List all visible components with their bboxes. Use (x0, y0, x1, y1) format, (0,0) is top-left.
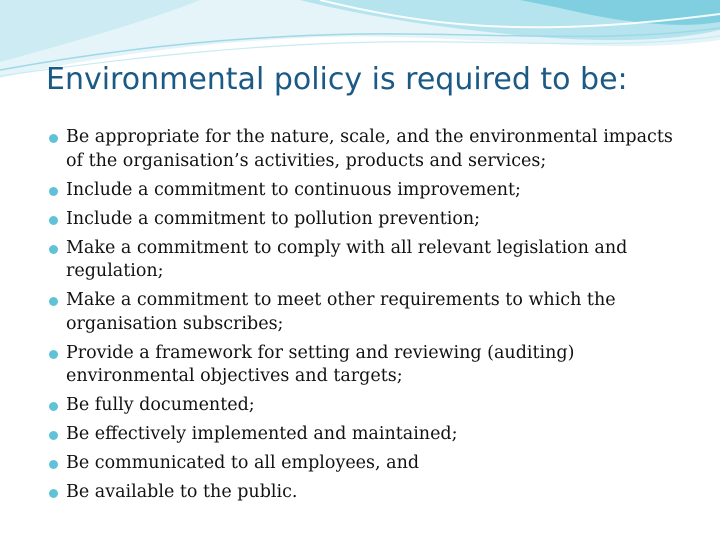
list-item (48, 237, 688, 284)
list-item (48, 394, 688, 418)
bullet-text: Make a commitment to comply with all relevant legislation and regulation; (66, 237, 628, 281)
list-item (48, 481, 688, 505)
bullet-text: Be fully documented; (66, 395, 255, 415)
bullet-dot-icon (49, 431, 58, 440)
bullet-text: Be appropriate for the nature, scale, and the environmental impacts of the organisation’s activities, products and services; (66, 127, 673, 171)
bullet-dot-icon (49, 187, 58, 196)
slide-title: Environmental policy is required to be: (46, 62, 628, 97)
bullet-text: Include a commitment to continuous improvement; (66, 179, 521, 200)
list-item (48, 452, 688, 476)
list-item (48, 423, 688, 447)
bullet-dot-icon (49, 350, 58, 359)
bullet-dot-icon (49, 134, 58, 143)
list-item (48, 342, 688, 389)
bullet-text: Include a commitment to pollution prevention; (66, 208, 481, 229)
bullet-text: Be effectively implemented and maintained; (66, 424, 458, 444)
bullet-text: Provide a framework for setting and reviewing (auditing) environmental objectives and targets; (66, 342, 575, 386)
list-item (48, 289, 688, 336)
bullet-text: Be available to the public. (66, 482, 298, 502)
bullet-dot-icon (49, 460, 58, 469)
bullet-dot-icon (49, 216, 58, 225)
bullet-text: Make a commitment to meet other requirements to which the organisation subscribes; (66, 290, 616, 334)
bullet-list (48, 126, 688, 510)
bullet-dot-icon (49, 402, 58, 411)
list-item (48, 208, 688, 232)
list-item (48, 179, 688, 203)
bullet-dot-icon (49, 489, 58, 498)
bullet-text: Be communicated to all employees, and (66, 453, 420, 473)
bullet-dot-icon (49, 297, 58, 306)
bullet-dot-icon (49, 245, 58, 254)
list-item (48, 126, 688, 173)
